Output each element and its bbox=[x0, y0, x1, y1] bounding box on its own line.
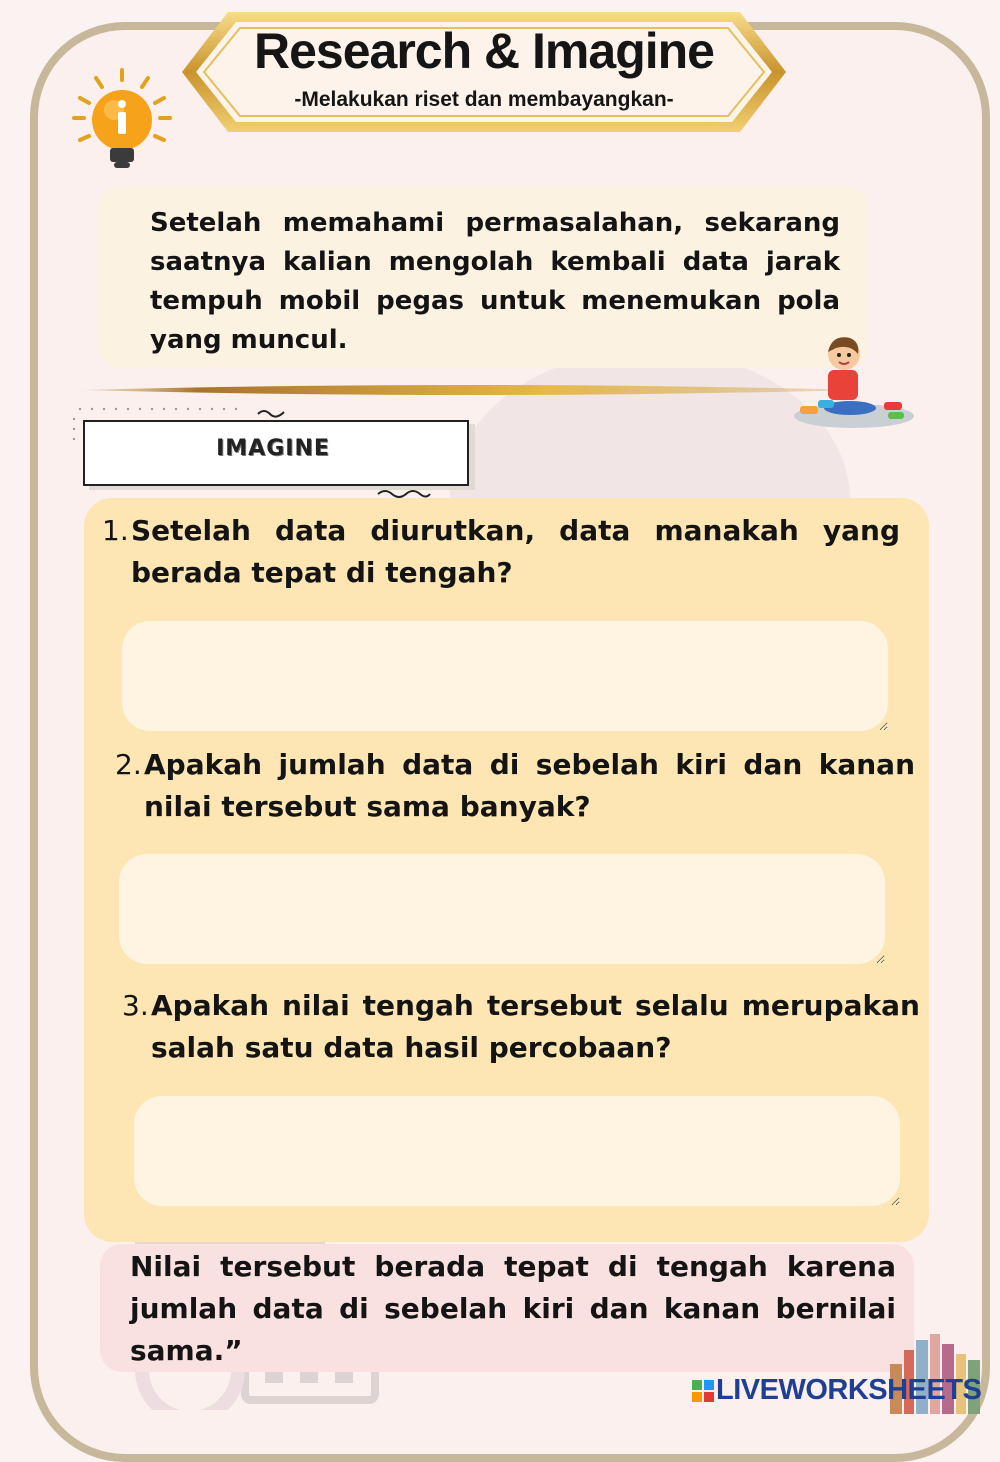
section-label: IMAGINE bbox=[216, 436, 330, 461]
gold-divider bbox=[80, 382, 860, 398]
liveworksheets-logo-icon bbox=[692, 1380, 714, 1402]
squiggle-decoration bbox=[256, 406, 286, 418]
question-text: Apakah nilai tengah tersebut selalu merupakan salah satu data hasil percobaan? bbox=[151, 989, 920, 1064]
child-playing-cars-illustration bbox=[792, 326, 916, 432]
answer-input-2[interactable] bbox=[119, 854, 885, 964]
question-number: 1. bbox=[102, 514, 129, 547]
answer-input-3[interactable] bbox=[134, 1096, 900, 1206]
intro-text: Setelah memahami permasalahan, sekarang saatnya kalian mengolah kembali data jarak tempuh mobil pegas untuk menemukan pola yang muncul. bbox=[150, 208, 840, 355]
page-title: Research & Imagine bbox=[254, 23, 714, 79]
note-text: Nilai tersebut berada tepat di tengah karena jumlah data di sebelah kiri dan kanan bernilai sama.” bbox=[130, 1250, 896, 1367]
question-number: 2. bbox=[115, 748, 142, 781]
question-2 bbox=[115, 744, 915, 828]
question-text: Apakah jumlah data di sebelah kiri dan kanan nilai tersebut sama banyak? bbox=[144, 748, 915, 823]
lightbulb-info-icon bbox=[68, 66, 176, 176]
question-number: 3. bbox=[122, 989, 149, 1022]
answer-input-1[interactable] bbox=[122, 621, 888, 731]
brand-name: LIVEWORKSHEETS bbox=[716, 1374, 982, 1406]
question-3 bbox=[122, 985, 920, 1069]
page-subtitle: -Melakukan riset dan membayangkan- bbox=[294, 88, 674, 111]
question-1 bbox=[102, 510, 900, 594]
question-text: Setelah data diurutkan, data manakah yang berada tepat di tengah? bbox=[131, 514, 900, 589]
liveworksheets-logo[interactable] bbox=[692, 1374, 981, 1406]
